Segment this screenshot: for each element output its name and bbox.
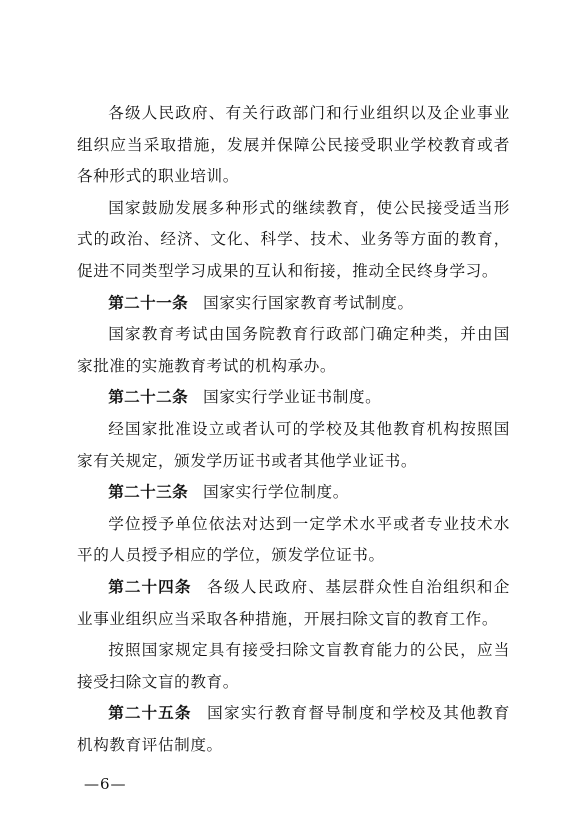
paragraph-text: 学位授予单位依法对达到一定学术水平或者专业技术水平的人员授予相应的学位，颁发学位证书。: [77, 514, 510, 565]
paragraph: [77, 635, 510, 698]
paragraph-text: 各级人民政府、基层群众性自治组织和企业事业组织应当采取各种措施，开展扫除文盲的教育工作。: [77, 577, 510, 628]
article-number: 第二十一条: [108, 293, 189, 312]
paragraph: [77, 98, 510, 193]
article-number: 第二十五条: [108, 704, 192, 723]
paragraph: [77, 698, 510, 761]
paragraph: [77, 477, 510, 509]
paragraph: [77, 319, 510, 382]
paragraph: [77, 288, 510, 320]
document-body: [77, 98, 510, 761]
paragraph-text: 国家教育考试由国务院教育行政部门确定种类，并由国家批准的实施教育考试的机构承办。: [77, 325, 510, 375]
paragraph-text: 国家实行学位制度。: [203, 483, 349, 502]
paragraph: [77, 572, 510, 635]
paragraph-text: 国家实行国家教育考试制度。: [203, 293, 414, 312]
paragraph: [77, 382, 510, 414]
paragraph: [77, 509, 510, 572]
paragraph-text: 国家实行学业证书制度。: [203, 388, 382, 407]
paragraph-text: 经国家批准设立或者认可的学校及其他教育机构按照国家有关规定，颁发学历证书或者其他学业证书。: [77, 419, 510, 470]
article-number: 第二十四条: [108, 577, 192, 596]
article-number: 第二十三条: [108, 483, 189, 502]
paragraph-text: 按照国家规定具有接受扫除文盲教育能力的公民，应当接受扫除文盲的教育。: [77, 641, 510, 691]
paragraph-text: 国家鼓励发展多种形式的继续教育，使公民接受适当形式的政治、经济、文化、科学、技术、业务等方面的教育，促进不同类型学习成果的互认和衔接，推动全民终身学习。: [77, 198, 510, 280]
paragraph-text: 国家实行教育督导制度和学校及其他教育机构教育评估制度。: [77, 704, 510, 754]
paragraph: [77, 193, 510, 288]
page-number: —6—: [84, 775, 127, 793]
paragraph: [77, 414, 510, 477]
article-number: 第二十二条: [108, 388, 189, 407]
paragraph-text: 各级人民政府、有关行政部门和行业组织以及企业事业组织应当采取措施，发展并保障公民接受职业学校教育或者各种形式的职业培训。: [77, 104, 510, 186]
